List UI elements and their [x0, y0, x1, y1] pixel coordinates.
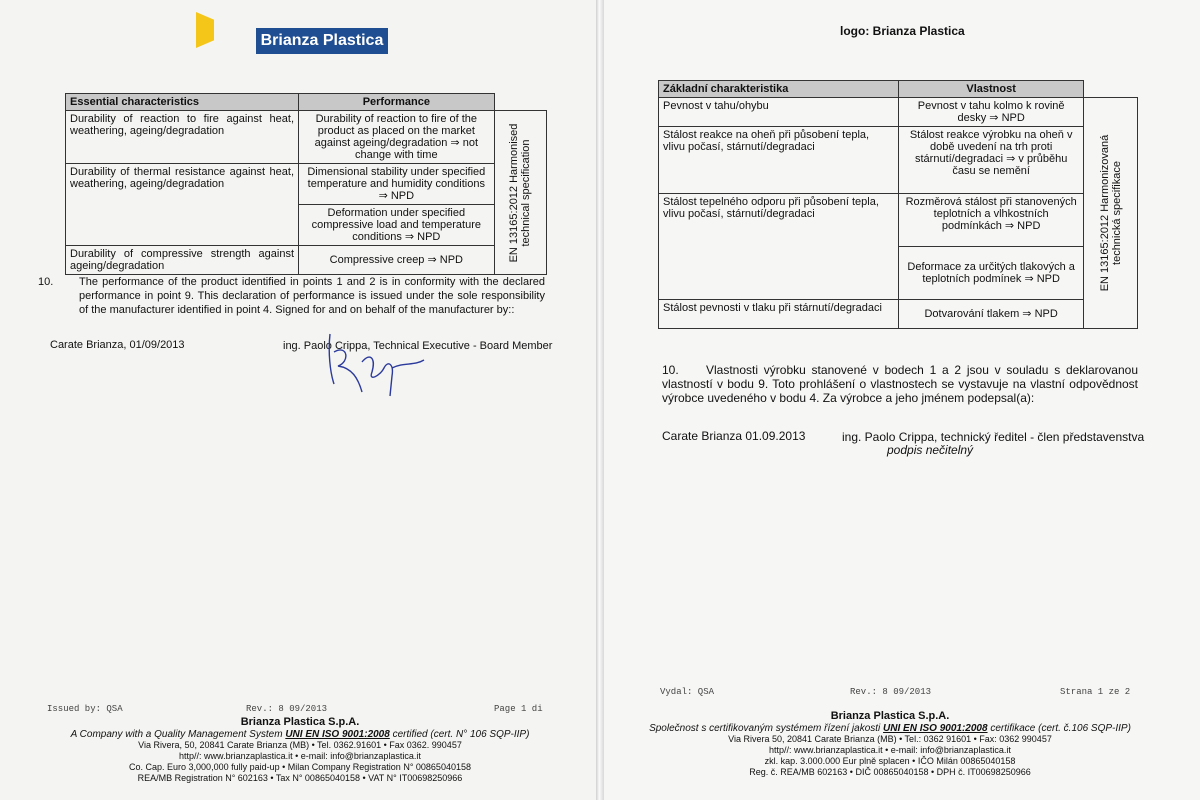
- page-number: Page 1 di: [494, 704, 543, 714]
- company-footer: [640, 710, 1140, 778]
- section-number: 10.: [38, 276, 54, 288]
- left-page: [0, 0, 596, 800]
- company-name: Brianza Plastica S.p.A.: [830, 710, 950, 722]
- company-web: http//: www.brianzaplastica.it • e-mail: info@brianzaplastica.it: [179, 751, 421, 761]
- company-footer: [40, 716, 560, 784]
- performance-cell: Dotvarování tlakem ⇒ NPD: [899, 300, 1084, 329]
- qms-standard: UNI EN ISO 9001:2008: [883, 723, 988, 734]
- characteristic-cell: Pevnost v tahu/ohybu: [659, 98, 899, 127]
- header-spacer: [494, 94, 546, 111]
- header-spacer: [1084, 81, 1138, 98]
- signatory: ing. Paolo Crippa, Technical Executive - Board Member: [283, 340, 553, 352]
- quality-statement: [640, 723, 1140, 734]
- qms-standard: UNI EN ISO 9001:2008: [285, 729, 390, 740]
- place-date: Carate Brianza 01.09.2013: [662, 429, 806, 443]
- characteristic-cell: Stálost reakce na oheň při působení tepla, vlivu počasí, stárnutí/degradaci: [659, 127, 899, 194]
- header-vlastnost: Vlastnost: [899, 81, 1084, 98]
- characteristic-cell: Durability of reaction to fire against heat, weathering, ageing/degradation: [66, 111, 299, 164]
- characteristic-cell: Durability of thermal resistance against heat, weathering, ageing/degradation: [66, 164, 299, 246]
- revision: Rev.: 8 09/2013: [850, 687, 932, 697]
- company-registration: Reg. č. REA/MB 602163 • DIČ 00865040158 • DPH č. IT00698250966: [749, 767, 1031, 777]
- qms-prefix: Společnost s certifikovaným systémem řízení jakosti: [649, 723, 884, 734]
- performance-table-cz: [658, 80, 1138, 329]
- performance-cell: Deformace za určitých tlakových a teplotních podmínek ⇒ NPD: [899, 247, 1084, 300]
- performance-table: [65, 93, 547, 275]
- characteristic-cell: Durability of compressive strength against ageing/degradation: [66, 246, 299, 275]
- quality-statement: [40, 729, 560, 740]
- performance-cell: Rozměrová stálost při stanovených teplotních a vlhkostních podmínkách ⇒ NPD: [899, 194, 1084, 247]
- qms-suffix: certifikace (cert. č.106 SQP-IIP): [987, 723, 1131, 734]
- company-address: Via Rivera, 50, 20841 Carate Brianza (MB) • Tel. 0362.91601 • Fax 0362. 990457: [138, 740, 462, 750]
- harmonised-spec-text: EN 13165:2012 Harmonizovaná technická specifikace: [1098, 134, 1123, 292]
- header-essential-characteristics: Essential characteristics: [66, 94, 299, 111]
- company-web: http//: www.brianzaplastica.it • e-mail: info@brianzaplastica.it: [769, 745, 1011, 755]
- harmonised-spec-cell: [1084, 98, 1138, 329]
- performance-cell: Deformation under specified compressive load and temperature conditions ⇒ NPD: [299, 205, 495, 246]
- performance-cell: Durability of reaction to fire of the product as placed on the market against ageing/degradation ⇒ not change with time: [299, 111, 495, 164]
- brianza-plastica-logo: [196, 10, 396, 56]
- company-registration: REA/MB Registration N° 602163 • Tax N° 00865040158 • VAT N° IT00698250966: [137, 773, 463, 783]
- performance-cell: Pevnost v tahu kolmo k rovině desky ⇒ NPD: [899, 98, 1084, 127]
- signatory: ing. Paolo Crippa, technický ředitel - člen představenstva: [842, 430, 1145, 444]
- company-address: Via Rivera 50, 20841 Carate Brianza (MB) • Tel.: 0362 91601 • Fax: 0362 990457: [728, 734, 1052, 744]
- characteristic-cell: Stálost tepelného odporu při působení tepla, vlivu počasí, stárnutí/degradaci: [659, 194, 899, 300]
- company-capital: Co. Cap. Euro 3,000,000 fully paid-up • Milan Company Registration N° 00865040158: [129, 762, 471, 772]
- logo-text: Brianza Plastica: [256, 28, 388, 54]
- issued-by: Vydal: QSA: [660, 687, 715, 697]
- company-capital: zkl. kap. 3.000.000 Eur plně splacen • IČO Milán 00865040158: [764, 756, 1016, 766]
- harmonised-spec-text: EN 13165:2012 Harmonised technical specification: [508, 123, 533, 262]
- right-page: [604, 0, 1200, 800]
- performance-cell: Stálost reakce výrobku na oheň v době uvedení na trh proti stárnutí/degradaci ⇒ v průběhu času se nemění: [899, 127, 1084, 194]
- performance-cell: Compressive creep ⇒ NPD: [299, 246, 495, 275]
- logo-chevron-cutout: [214, 12, 256, 48]
- revision: Rev.: 8 09/2013: [246, 704, 328, 714]
- declaration-paragraph: Vlastnosti výrobku stanovené v bodech 1 a 2 jsou v souladu s deklarovanou vlastností v bodu 9. Toto prohlášení o vlastnostech se vystavuje na vlastní odpovědnost výrobce uvedeného v bodu 4. Za výrobce a jeho jménem podepsal(a):: [662, 363, 1138, 405]
- section-number: 10.: [662, 363, 679, 377]
- performance-cell: Dimensional stability under specified temperature and humidity conditions ⇒ NPD: [299, 164, 495, 205]
- header-zakladni-charakteristika: Základní charakteristika: [659, 81, 899, 98]
- harmonised-spec-cell: [494, 111, 546, 275]
- page-gutter: [596, 0, 604, 800]
- declaration-paragraph: The performance of the product identified in points 1 and 2 is in conformity with the declared performance in point 9. This declaration of performance is issued under the sole responsibility of the manufacturer identified in point 4. Signed for and on behalf of the manufacturer by::: [79, 276, 545, 316]
- signature-note: podpis nečitelný: [887, 443, 974, 457]
- issued-by: Issued by: QSA: [47, 704, 123, 714]
- qms-prefix: A Company with a Quality Management System: [70, 729, 286, 740]
- header-performance: Performance: [299, 94, 495, 111]
- company-name: Brianza Plastica S.p.A.: [240, 716, 360, 728]
- characteristic-cell: Stálost pevnosti v tlaku při stárnutí/degradaci: [659, 300, 899, 329]
- logo-note: logo: Brianza Plastica: [840, 24, 965, 38]
- signature-image: [318, 322, 428, 402]
- qms-suffix: certified (cert. N° 106 SQP-IIP): [389, 729, 530, 740]
- page-number: Strana 1 ze 2: [1060, 687, 1131, 697]
- place-date: Carate Brianza, 01/09/2013: [50, 339, 185, 351]
